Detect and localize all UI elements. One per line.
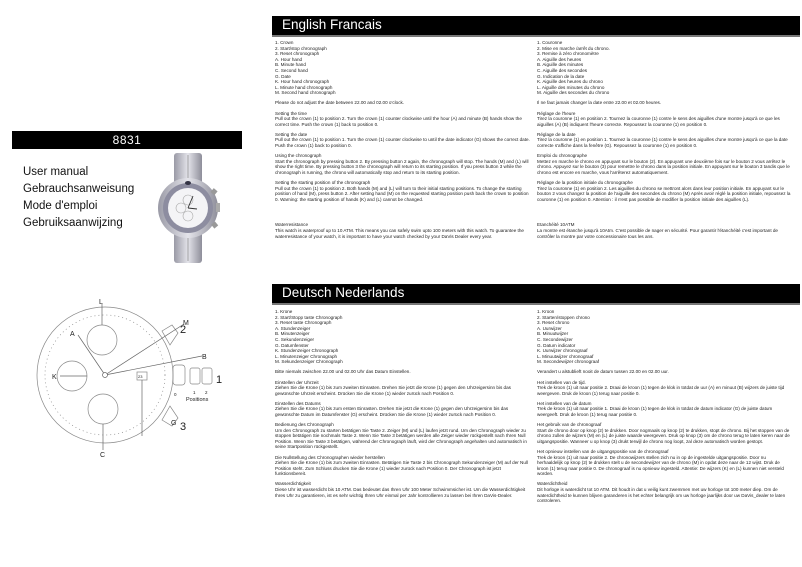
dutch-instructions	[537, 309, 792, 504]
para-heading: Het instellen van de tijd.	[537, 379, 586, 385]
position-2: 2	[205, 390, 208, 395]
label-L: L	[99, 299, 103, 306]
title-english: User manual	[23, 166, 89, 178]
para-heading: Réglage de la date	[537, 131, 576, 137]
parts-list	[537, 309, 792, 365]
list-item: M. Aiguille des secondes du chrono	[537, 90, 610, 96]
para-text: Um den Chronograph zu starten betätigen Sie Taste 2. Zeiger (M) und (L) laufen jetzt rund. Um den Chronograph wieder zu stoppen betätigen Sie nochmals Taste 2. Wenn Sie Taste 3 betätigen werden alle Zeiger wieder rückgestellt nach Ihren Null Position. Wenn Sie Taste 3 betätigen, während der Chronograph läuft, wird der Chronograph angehalten und automatisch in seine Startposition rückgestellt.	[275, 427, 527, 450]
german-instructions	[275, 309, 530, 498]
list-item: K. Hour hand chronograph	[275, 79, 330, 85]
model-number: 8831	[112, 133, 142, 147]
list-item: 1. Kroon	[537, 309, 555, 314]
watch-photo	[157, 153, 219, 263]
para-text: Diese Uhr ist wasserdicht bis 10 ATM. Das bedeutet das Ihren Uhr 100 Meter Schwimmsicher ist. Um die Wasserdichtigkeit Ihres Uhr zu garantieren, ist es sehr wichtig Ihren Uhr einmal per Jahr kontrollieren zu lassen bei Ihren DaVis-Dealer.	[275, 487, 526, 498]
para-text: Ziehen Sie die Krone (1) bis zum zweiten Einrasten. Betätigen Sie Taste 2 bis Chronograph Sekundenzeiger (M) auf der Null Position steht. Zum Schluss drucken Sie die Krone (1) wieder zurück nach Position 0. Der Chronograph ist jetzt funktionsbereit.	[275, 460, 528, 477]
english-instructions	[275, 40, 530, 239]
list-item: L. Minuutwijzer chronograaf	[537, 353, 594, 359]
label-button-2: 2	[180, 324, 187, 336]
list-item: 3. Reset chrono	[537, 320, 570, 326]
para-text: Start de chrono door op knop (2) te drukken. Door nogmaals op knop (2) te drukken, stopt de chrono. Bij het stoppen van de chrono zullen de wijzers (M) en (L) de juiste waarde weergeven. Druk op knop (3) om de chrono terug te laten keren naar de uitgangspositie. Wanneer u op knop (3) drukt terwijl de chrono nog loopt, zal deze automatisch worden gestopt.	[537, 427, 790, 444]
list-item: 3. Remise à zéro chronomètre	[537, 51, 599, 57]
list-item: L. Aiguille des minutes du chrono	[537, 84, 605, 90]
list-item: B. Minute hand	[275, 62, 306, 68]
date-warning: Verandert u alstublieft nooit de datum tussen 22.00 en 02.00 uur.	[537, 369, 669, 375]
para-text: Pull out the crown (1) to position 1. Turn the crown (1) counter clockwise to until the date indicator (G) shows the correct date. Push the crown (1) back to position 0.	[275, 137, 530, 148]
list-item: C. Aiguille des secondes	[537, 67, 588, 73]
para-text: Trek de kroon (1) uit naar positie 2. Draai de kroon (1) tegen de klok in totdat de uur (A) en minuut (B) wijzers de juiste tijd weergeven. Druk de kroon (1) terug naar positie 0.	[537, 385, 785, 396]
list-item: L. Minutenzeiger Chronograph	[275, 353, 338, 359]
label-B: B	[202, 354, 207, 361]
list-item: B. Minutenzeiger	[275, 331, 310, 337]
list-item: B. Aiguille des minutes	[537, 62, 584, 68]
parts-list	[537, 40, 792, 96]
para-text: La montre est étanche jusqu'à 10Atm. C'est possible de nager en sécurité. Pour garantir l'étanchéité c'est important de contrôler la montre par votre concessionaire tous les ans.	[537, 227, 778, 239]
list-item: G. Indication de la date	[537, 73, 585, 79]
para-heading: Het instellen van de datum	[537, 400, 592, 406]
list-item: M. Secondewijzer chronograaf	[537, 359, 600, 365]
list-item: 2. Mise en marche /arrêt du chrono.	[537, 45, 610, 51]
para-heading: Bedienung des Chronograph	[275, 422, 334, 428]
para-text: Start the chronograph by pressing button 2. By pressing button 2 again, the chronograph will stop. The hands (M) and (L) will show the right time. By pressing button 3 the chronograph will return to its starting position. If you press button 3 while the chronograph is running, the chrono will automatically stop and return to its starting position.	[275, 158, 529, 175]
position-0: 0	[174, 392, 177, 397]
title-german: Gebrauchsanweisung	[23, 183, 135, 195]
para-heading: Wasserdichtigkeit	[275, 481, 311, 487]
label-crown-1: 1	[216, 374, 223, 386]
list-item: 2. Starten/stoppen chrono	[537, 314, 590, 320]
para-text: Mettez en marche le chrono en appuyant sur le bouton (2). En appuyant une deuxième fois sur le bouton 2 vous arrêtez le chrono. Appuyez sur le bouton (3) pour remettre le chrono dans la position initiale. En appuyant sur le bouton 3 tandis que le chrono est encore en marche, vous l'arrêterez automatiquement.	[537, 158, 790, 175]
para-text: Tirez la couronne (1) en position 1. Tournez la couronne (1) contre le sens des aiguilles d'une montre jusqu'à ce que la date correcte s'affiche dans la fenêtre (G). Repoussez la couronne (1) en position 0.	[537, 137, 788, 148]
list-item: 1. Crown	[275, 40, 294, 45]
para-text: Dit horloge is waterdicht tot 10 ATM. Dit houdt in dat u veilig kunt zwemmen met uw horloge tot 100 meter diep. Om de waterdichtheid te kunnen blijven garanderen is het echter belangrijk om uw horloge jaarlijks door uw DaVis_dealer te laten controleren.	[537, 487, 786, 504]
para-heading: Setting the date	[275, 131, 308, 137]
french-instructions	[537, 40, 792, 239]
list-item: 3. Reset chronograph	[275, 51, 320, 57]
list-item: K. Uurwijzer chronograaf	[537, 348, 588, 354]
title-dutch: Gebruiksaanwijzing	[23, 217, 123, 229]
list-item: M. Second hand chronograph	[275, 90, 336, 96]
list-item: L. Minute hand chronograph	[275, 84, 333, 90]
date-warning: Bitte niemals zwischen 22.00 und 02.00 Uhr das Datum Einstellen.	[275, 369, 411, 375]
list-item: 3. Reset taste Chronograph	[275, 320, 332, 326]
label-A: A	[70, 331, 75, 338]
para-text: Ziehen Sie die Krone (1) bis zum zweiten Einrasten. Drehen Sie jetzt die Krone (1) gegen den Uhrzeigersinn bis das gewünschte Uhrzeit erscheint. Drücken Sie die Krone (1) wieder zurück nach Position 0.	[275, 385, 511, 396]
section-header-english-french: English Francais	[272, 16, 800, 37]
list-item: C. Secondewijzer	[537, 336, 573, 342]
para-heading: Setting the time	[275, 110, 307, 116]
position-1: 1	[193, 390, 196, 395]
para-text: Trek de kroon (1) uit naar positie 1. Draai de kroon (1) tegen de klok in totdat de datum indicator (G) de juiste datum weergeeft. Druk de kroon (1) terug naar positie 0.	[537, 406, 773, 417]
para-heading: Using the chronograph	[275, 153, 322, 159]
para-heading: Réglage de la position initiale du chronographe	[537, 179, 633, 185]
parts-list	[275, 309, 530, 365]
model-number-banner	[12, 131, 242, 149]
list-item: G. Datumfenster	[275, 342, 309, 348]
list-item: K. Stundenzeiger Chronograph	[275, 348, 339, 354]
list-item: 2. Start/Stopp taste Chronograph	[275, 314, 343, 320]
para-text: Tirez la couronne (1) en position 2. Les aiguilles du chrono se mettront alors dans leur position initiale. En appuyant sur le bouton 2 vous changez la position de l'aiguille des secondes du chrono (M) Après avoir réglé la position initiale, repoussez la couronne (1) en position 0. Attention : il n'est pas possible de modifier la position initiale des aiguilles (L).	[537, 185, 791, 202]
label-button-3: 3	[180, 421, 187, 433]
title-french: Mode d'emploi	[23, 200, 98, 212]
para-heading: Het opnieuw instellen van de uitgangspositie van de chronograaf	[537, 448, 669, 454]
list-item: M. Sekundenzeiger Chronograph	[275, 359, 343, 365]
para-text: Pull out the crown (1) to position 2. Turn the crown (1) counter clockwise until the hour (A) and minute (B) hands show the correct time. Push the crown (1) back to position 0.	[275, 116, 522, 127]
label-G: G	[171, 420, 177, 427]
para-heading: Waterresistance	[275, 222, 309, 228]
date-window: 23	[138, 374, 143, 379]
label-M: M	[183, 320, 189, 327]
list-item: C. Second hand	[275, 67, 308, 73]
list-item: A. Uurwijzer	[537, 325, 562, 331]
positions-label: Positions	[186, 397, 209, 403]
list-item: 2. Start/stop chronograph	[275, 45, 327, 51]
watch-dial-diagram	[30, 290, 260, 459]
para-heading: Emploi du chronographe	[537, 153, 588, 159]
list-item: G. Datum indicator	[537, 342, 576, 348]
para-heading: Waterdichtheid	[537, 481, 568, 487]
list-item: B. Minuutwijzer	[537, 331, 569, 337]
para-heading: Setting the starting position of the chronograph	[275, 179, 371, 185]
para-text: This watch is waterproof up to 10 ATM. This means you can safely swim upto 100 meters with this watch. To guarantee the waterresistance of your watch, it is important to have your watch checked by your DaVis Dealer every year.	[275, 227, 524, 239]
section-header-german-dutch: Deutsch Nederlands	[272, 284, 800, 305]
label-K: K	[52, 374, 57, 381]
list-item: A. Hour hand	[275, 56, 303, 62]
list-item: G. Date	[275, 73, 291, 79]
para-text: Pull out the crown (1) to position 2. Both hands (M) and (L) will turn to their initial starting positions. To change the starting position of hand (M), press button 2. After setting hand (M) on the requested starting position push back the crown to position 0. Warning: the starting position of hands (K) and (L) cannot be changed.	[275, 185, 529, 202]
list-item: K. Aiguille des heures du chrono	[537, 79, 603, 85]
para-text: Tirez la couronne (1) en position 2. Tournez la couronne (1) contre le sens des aiguilles d'une montre jusqu'à ce que les aiguilles (A) (B) indiquent l'heure correcte. Repoussez la couronne (1) en position 0.	[537, 116, 780, 127]
para-text: Trek de kroon (1) uit naar positie 2. De chronowijzers stellen zich nu in op de ingestelde uitgangspositie. Door nu herhaaldelijk op knop (2) te drukken stelt u de secondewijzer van de chrono (M) in opdat deze naar de 12 wijst. Druk de kroon (1) terug naar positie 0. De chronograaf is nu opnieuw ingesteld. Attentie: De wijzers (K) en (L) kunnen niet versteld worden.	[537, 454, 784, 477]
list-item: A. Stundenzeiger	[275, 325, 311, 331]
para-heading: Réglage de l'heure	[537, 110, 576, 116]
para-heading: Het gebruik van de chronograaf	[537, 422, 602, 428]
list-item: A. Aiguille des heures	[537, 56, 582, 62]
date-warning: Please do not adjust the date between 22.00 and 02.00 o'clock.	[275, 100, 405, 106]
para-heading: Einstellen der Uhrzeit	[275, 379, 319, 385]
para-text: Ziehen Sie die Krone (1) bis zum ersten Einrasten. Drehen Sie jetzt die Krone (1) gegen den Uhrzeigersinn bis das gewünschte Datum im Datumfenster (G) erscheint. Drücken Sie die Krone (1) wieder zurück nach Position 0.	[275, 406, 509, 417]
label-C: C	[100, 452, 106, 459]
date-warning: Il ne faut jamais changer la date entre 22.00 et 02.00 heures.	[537, 100, 662, 106]
para-heading: Die Nullstellung des Chronographen wieder herstellen	[275, 454, 385, 460]
para-heading: Einstellen des Datums	[275, 400, 321, 406]
manual-titles	[23, 164, 134, 232]
list-item: 1. Couronne	[537, 40, 563, 45]
parts-list	[275, 40, 530, 96]
para-heading: Etanchéité 10ATM	[537, 222, 575, 228]
list-item: C. Sekundenzeiger	[275, 336, 315, 342]
list-item: 1. Krone	[275, 309, 293, 314]
